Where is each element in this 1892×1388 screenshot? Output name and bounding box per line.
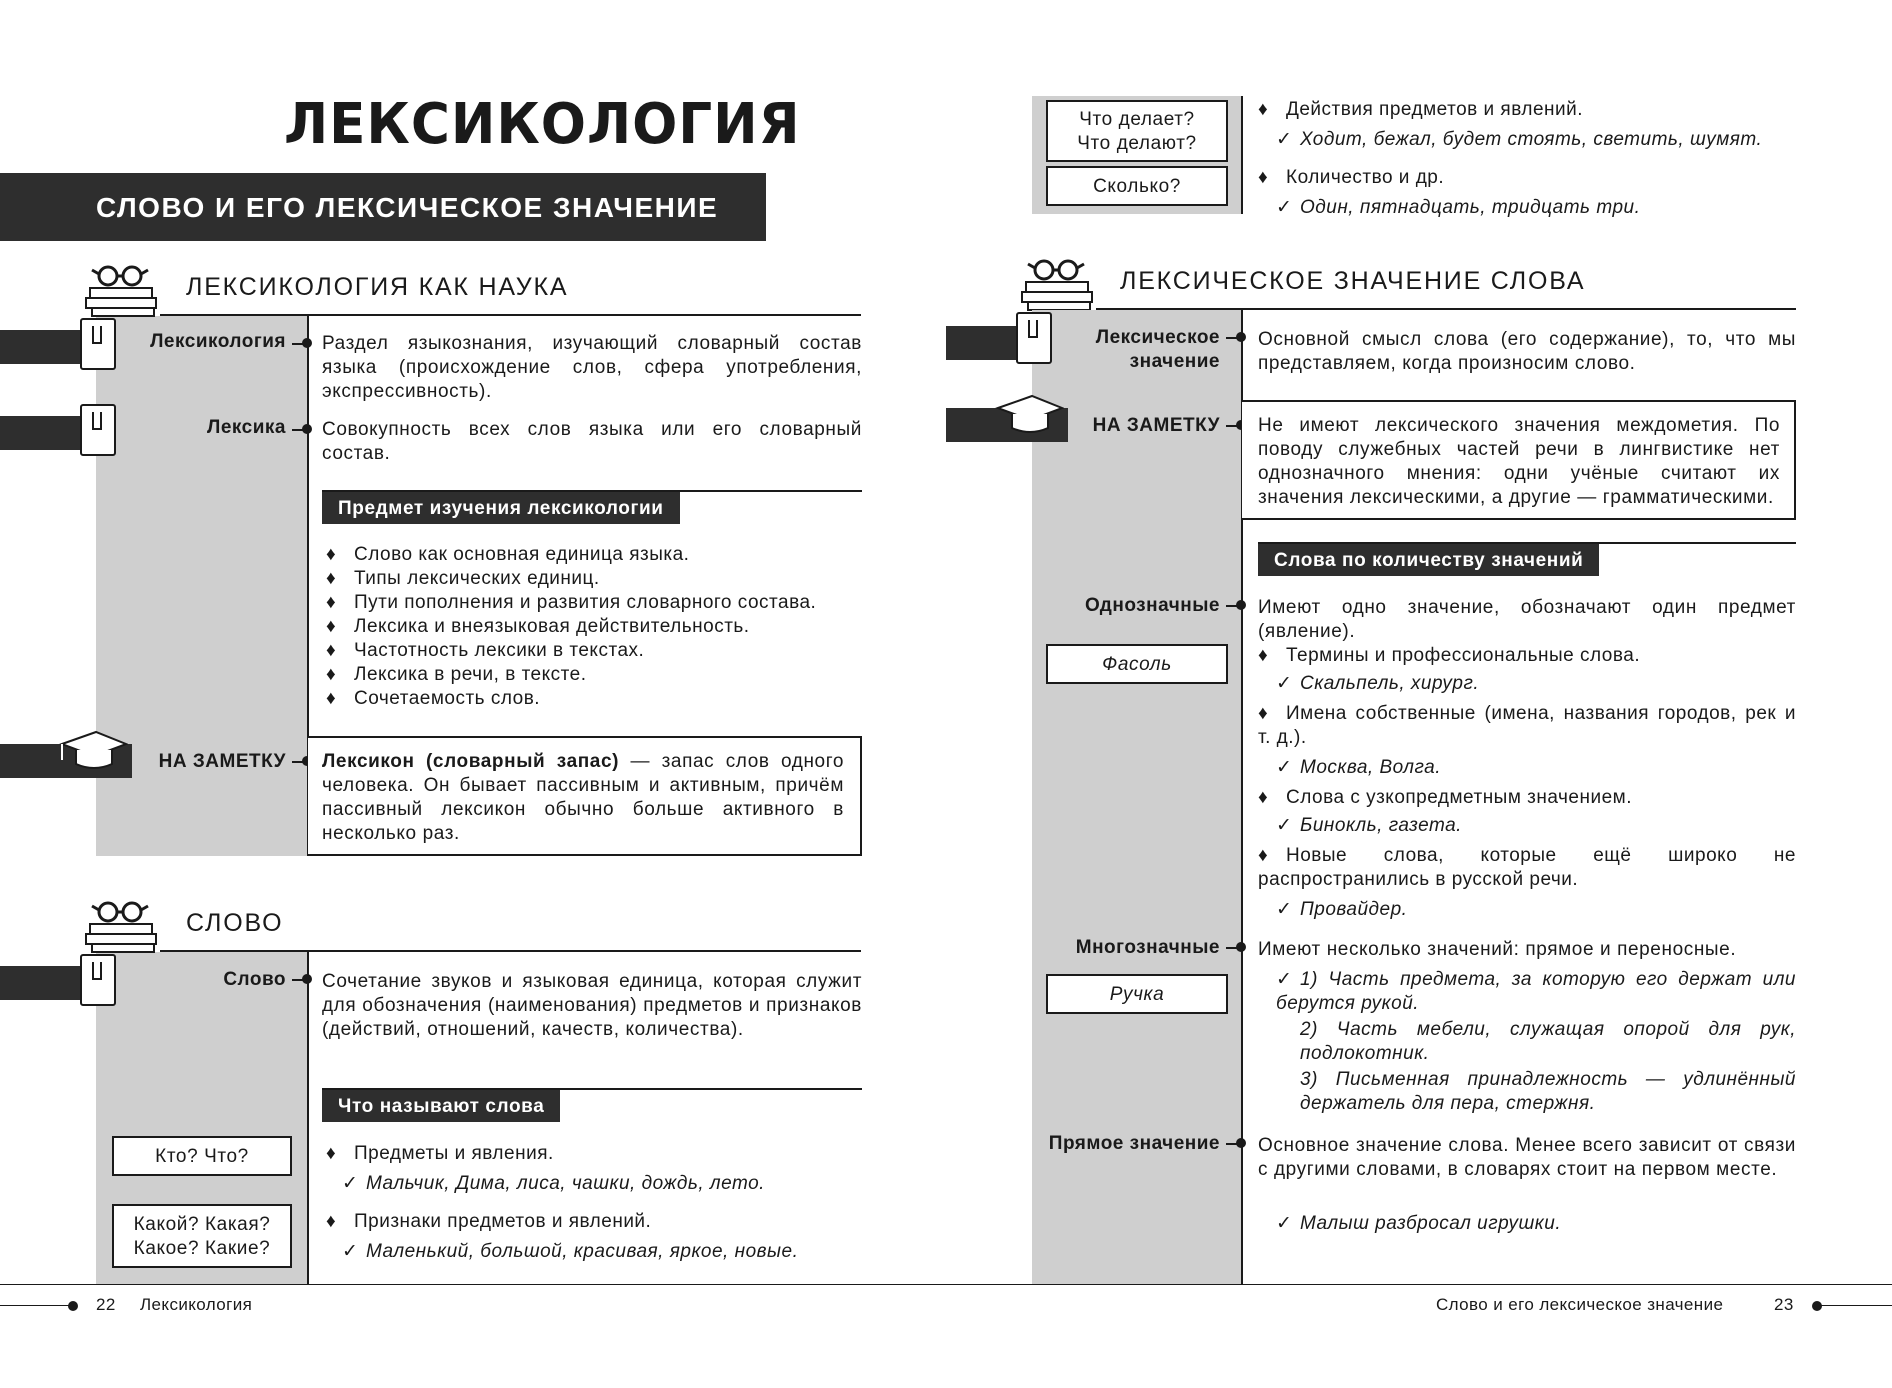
- right-vertical-rule-top: [1241, 96, 1243, 214]
- note-label: НА ЗАМЕТКУ: [1092, 415, 1220, 436]
- bullet-item: ♦ Слова с узкопредметным значением.: [1258, 787, 1633, 808]
- book-icon: [1016, 312, 1052, 364]
- section-heading: ЛЕКСИКОЛОГИЯ КАК НАУКА: [186, 273, 569, 301]
- connector-dot: [302, 424, 312, 434]
- term-lexicology: Лексикология: [150, 331, 286, 352]
- graduation-cap-icon: [58, 728, 128, 778]
- bullet-item: ♦ Имена собственные (имена, названия городов, рек и т. д.).: [1258, 703, 1796, 748]
- question-box: Какой? Какая? Какое? Какие?: [112, 1204, 292, 1268]
- example-item: ✓ Малыш разбросал игрушки.: [1276, 1213, 1562, 1234]
- running-head: Слово и его лексическое значение: [1436, 1295, 1724, 1314]
- page-number: 22: [96, 1295, 116, 1314]
- bullet-item: ♦ Действия предметов и явлений.: [1258, 99, 1584, 120]
- question-box: Кто? Что?: [112, 1136, 292, 1176]
- note-text: Не имеют лексического значения междометия. По поводу служебных частей речи в лингвистике нет однозначного мнения: одни учёные считают их значения лексическими, а другие — грамматическими.: [1258, 415, 1780, 508]
- term-single-meaning: Однозначные: [1084, 595, 1220, 616]
- bullet-item: ♦ Частотность лексики в текстах.: [326, 640, 645, 661]
- term-multi-meaning: Многозначные: [1075, 937, 1220, 958]
- connector-dot: [1236, 332, 1246, 342]
- graduation-cap-icon: [994, 392, 1064, 442]
- example-item: ✓ Скальпель, хирург.: [1276, 673, 1480, 694]
- definition-lexicology: Раздел языкознания, изучающий словарный состав языка (происхождение слов, сфера употребления, экспрессивность).: [322, 333, 862, 402]
- example-item: ✓ Провайдер.: [1276, 899, 1408, 920]
- bullet-item: ♦ Предметы и явления.: [326, 1143, 554, 1164]
- bullet-item: ♦ Лексика в речи, в тексте.: [326, 664, 587, 685]
- bullet-item: ♦ Пути пополнения и развития словарного состава.: [326, 592, 817, 613]
- bullet-item: ♦ Признаки предметов и явлений.: [326, 1211, 652, 1232]
- connector-dot: [1236, 1138, 1246, 1148]
- definition-lexical-meaning: Основной смысл слова (его содержание), то, что мы представляем, когда произносим слово.: [1258, 329, 1796, 374]
- example-item: ✓ Маленький, большой, красивая, яркое, новые.: [342, 1241, 799, 1262]
- book-icon: [80, 954, 116, 1006]
- subhead-subject: Предмет изучения лексикологии: [322, 492, 680, 524]
- definition-single-meaning: Имеют одно значение, обозначают один предмет (явление).: [1258, 597, 1796, 642]
- question-box: Что делает? Что делают?: [1046, 100, 1228, 162]
- note-text: Лексикон (словарный запас) — запас слов одного человека. Он бывает пассивным и активным, причём пассивный лексикон обычно больше активного в несколько раз.: [322, 751, 844, 844]
- example-item: ✓ Мальчик, Дима, лиса, чашки, дождь, лето.: [342, 1173, 765, 1194]
- book-icon: [80, 318, 116, 370]
- connector-dot: [302, 338, 312, 348]
- example-item: ✓ Один, пятнадцать, тридцать три.: [1276, 197, 1641, 218]
- running-head: Лексикология: [140, 1295, 253, 1314]
- glasses-books-icon: [84, 894, 164, 954]
- bullet-item: ♦ Термины и профессиональные слова.: [1258, 645, 1641, 666]
- definition-multi-meaning: Имеют несколько значений: прямое и переносные.: [1258, 939, 1737, 960]
- bullet-item: ♦ Типы лексических единиц.: [326, 568, 600, 589]
- connector-dot: [1236, 942, 1246, 952]
- definition-lexika: Совокупность всех слов языка или его словарный состав.: [322, 419, 862, 464]
- book-icon: [80, 404, 116, 456]
- left-vertical-rule-2: [307, 952, 309, 1284]
- bullet-item: ♦ Сочетаемость слов.: [326, 688, 541, 709]
- example-item: ✓ Ходит, бежал, будет стоять, светить, шумят.: [1276, 129, 1763, 150]
- glasses-books-icon: [84, 258, 164, 318]
- definition-slovo: Сочетание звуков и языковая единица, которая служит для обозначения (наименования) предметов и признаков (действий, отношений, качеств, количества).: [322, 971, 862, 1040]
- bullet-item: ♦ Количество и др.: [1258, 167, 1445, 188]
- page-number: 23: [1774, 1295, 1794, 1314]
- footer-dot: [68, 1301, 78, 1311]
- term-direct-meaning: Прямое значение: [1048, 1133, 1220, 1154]
- footer-leader: [1818, 1305, 1892, 1306]
- bullet-item: ♦ Слово как основная единица языка.: [326, 544, 690, 565]
- section-rule: [160, 314, 861, 316]
- chapter-title: СЛОВО И ЕГО ЛЕКСИЧЕСКОЕ ЗНАЧЕНИЕ: [0, 173, 766, 241]
- footer-dot: [1812, 1301, 1822, 1311]
- section-rule: [160, 950, 861, 952]
- glasses-books-icon: [1020, 252, 1100, 312]
- section-heading: СЛОВО: [186, 909, 284, 937]
- question-box: Сколько?: [1046, 166, 1228, 206]
- meaning-item: ✓ 1) Часть предмета, за которую его держат или берутся рукой.: [1276, 969, 1796, 1014]
- bullet-item: ♦ Лексика и внеязыковая действительность.: [326, 616, 750, 637]
- connector-dot: [1236, 600, 1246, 610]
- bullet-item: ♦ Новые слова, которые ещё широко не распространились в русской речи.: [1258, 845, 1796, 890]
- term-lexika: Лексика: [207, 417, 286, 438]
- page-title: ЛЕКСИКОЛОГИЯ: [284, 92, 801, 157]
- example-box: Ручка: [1046, 974, 1228, 1014]
- footer-rule: [0, 1284, 1892, 1285]
- example-item: ✓ Москва, Волга.: [1276, 757, 1442, 778]
- example-box: Фасоль: [1046, 644, 1228, 684]
- note-label: НА ЗАМЕТКУ: [158, 751, 286, 772]
- definition-direct-meaning: Основное значение слова. Менее всего зависит от связи с другими словами, в словарях стоит на первом месте.: [1258, 1135, 1796, 1180]
- example-item: ✓ Бинокль, газета.: [1276, 815, 1462, 836]
- meaning-item: 2) Часть мебели, служащая опорой для рук, подлокотник.: [1300, 1019, 1796, 1064]
- term-slovo: Слово: [223, 969, 286, 990]
- subhead-meanings: Слова по количеству значений: [1258, 544, 1599, 576]
- meaning-item: 3) Письменная принадлежность — удлинённый держатель для пера, стержня.: [1300, 1069, 1796, 1114]
- subhead-words: Что называют слова: [322, 1090, 560, 1122]
- term-lexical-meaning: Лексическое значение: [1095, 327, 1220, 372]
- section-heading: ЛЕКСИЧЕСКОЕ ЗНАЧЕНИЕ СЛОВА: [1120, 267, 1586, 295]
- connector-dot: [302, 974, 312, 984]
- footer-leader: [0, 1305, 72, 1306]
